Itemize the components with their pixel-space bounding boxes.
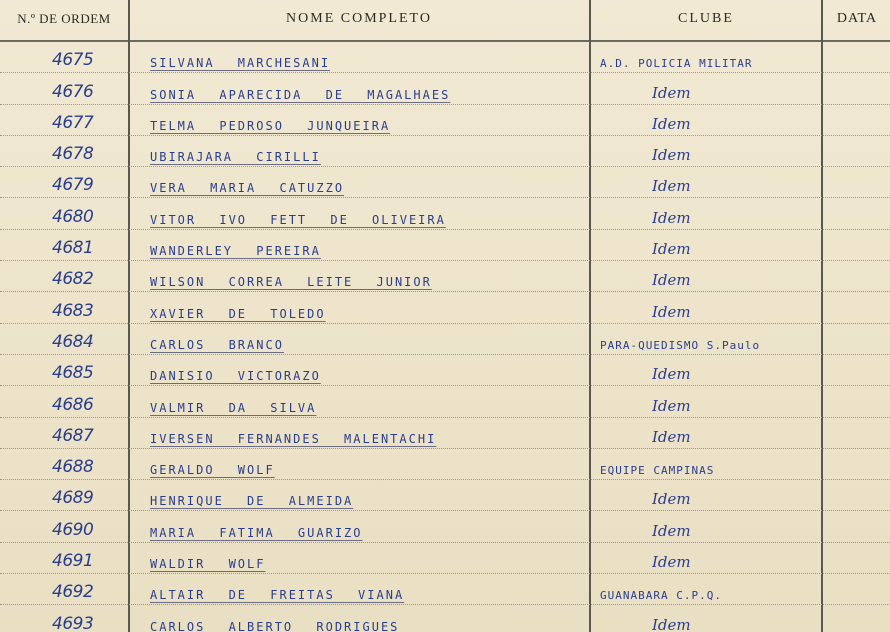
table-row: [0, 480, 890, 511]
full-name: GERALDO WOLF: [150, 463, 275, 478]
full-name: SILVANA MARCHESANI: [150, 56, 331, 71]
table-row: [0, 355, 890, 386]
table-row: [0, 292, 890, 323]
full-name: CARLOS BRANCO: [150, 337, 284, 352]
table-row: [0, 230, 890, 261]
table-row: [0, 198, 890, 229]
full-name: VALMIR DA SILVA: [150, 400, 317, 415]
order-number: 4681: [52, 238, 94, 259]
full-name: CARLOS ALBERTO RODRIGUES: [150, 619, 400, 632]
club-name: Idem: [652, 427, 691, 446]
club-name: Idem: [652, 146, 691, 165]
club-name: Idem: [652, 302, 691, 321]
table-row: [0, 324, 890, 355]
order-number: 4679: [52, 175, 94, 196]
full-name: HENRIQUE DE ALMEIDA: [150, 494, 354, 509]
table-row: [0, 105, 890, 136]
table-row: [0, 511, 890, 542]
order-number: 4693: [52, 613, 94, 632]
club-name: Idem: [652, 83, 691, 102]
club-name: Idem: [652, 490, 691, 509]
full-name: VERA MARIA CATUZZO: [150, 181, 345, 196]
order-number: 4676: [52, 81, 94, 102]
order-number: 4677: [52, 112, 94, 133]
full-name: UBIRAJARA CIRILLI: [150, 150, 321, 165]
full-name: XAVIER DE TOLEDO: [150, 306, 326, 321]
club-name: Idem: [652, 553, 691, 572]
club-name: Idem: [652, 208, 691, 227]
club-name: Idem: [652, 177, 691, 196]
order-number: 4683: [52, 300, 94, 321]
club-name: GUANABARA C.P.Q.: [600, 589, 722, 603]
header-order-number: N.º DE ORDEM: [17, 11, 111, 26]
club-name: Idem: [652, 365, 691, 384]
table-row: [0, 605, 890, 632]
table-row: [0, 42, 890, 73]
table-row: [0, 574, 890, 605]
order-number: 4685: [52, 363, 94, 384]
order-number: 4689: [52, 488, 94, 509]
club-name: Idem: [652, 240, 691, 259]
club-name: Idem: [652, 396, 691, 415]
header-full-name: NOME COMPLETO: [286, 11, 432, 26]
order-number: 4687: [52, 425, 94, 446]
full-name: DANISIO VICTORAZO: [150, 369, 321, 384]
full-name: WANDERLEY PEREIRA: [150, 244, 321, 259]
club-name: Idem: [652, 271, 691, 290]
club-name: Idem: [652, 615, 691, 632]
table-row: [0, 449, 890, 480]
table-header: [0, 0, 890, 42]
table-row: [0, 261, 890, 292]
order-number: 4678: [52, 144, 94, 165]
full-name: VITOR IVO FETT DE OLIVEIRA: [150, 212, 446, 227]
full-name: MARIA FATIMA GUARIZO: [150, 525, 363, 540]
club-name: Idem: [652, 114, 691, 133]
order-number: 4690: [52, 519, 94, 540]
full-name: SONIA APARECIDA DE MAGALHAES: [150, 87, 451, 102]
full-name: IVERSEN FERNANDES MALENTACHI: [150, 431, 437, 446]
header-club: CLUBE: [678, 11, 734, 26]
full-name: WILSON CORREA LEITE JUNIOR: [150, 275, 432, 290]
full-name: TELMA PEDROSO JUNQUEIRA: [150, 118, 391, 133]
full-name: ALTAIR DE FREITAS VIANA: [150, 588, 405, 603]
club-name: EQUIPE CAMPINAS: [600, 464, 715, 478]
full-name: WALDIR WOLF: [150, 557, 266, 572]
ledger-rows: [0, 42, 890, 632]
club-name: Idem: [652, 521, 691, 540]
order-number: 4688: [52, 457, 94, 478]
order-number: 4692: [52, 582, 94, 603]
order-number: 4684: [52, 331, 94, 352]
club-name: A.D. POLICIA MILITAR: [600, 57, 753, 71]
order-number: 4675: [52, 50, 94, 71]
club-name: PARA-QUEDISMO S.Paulo: [600, 338, 761, 352]
table-row: [0, 167, 890, 198]
order-number: 4686: [52, 394, 94, 415]
table-row: [0, 543, 890, 574]
table-row: [0, 136, 890, 167]
table-row: [0, 418, 890, 449]
order-number: 4691: [52, 551, 94, 572]
table-row: [0, 73, 890, 104]
order-number: 4680: [52, 206, 94, 227]
order-number: 4682: [52, 269, 94, 290]
table-row: [0, 386, 890, 417]
header-date: DATA: [836, 11, 878, 26]
